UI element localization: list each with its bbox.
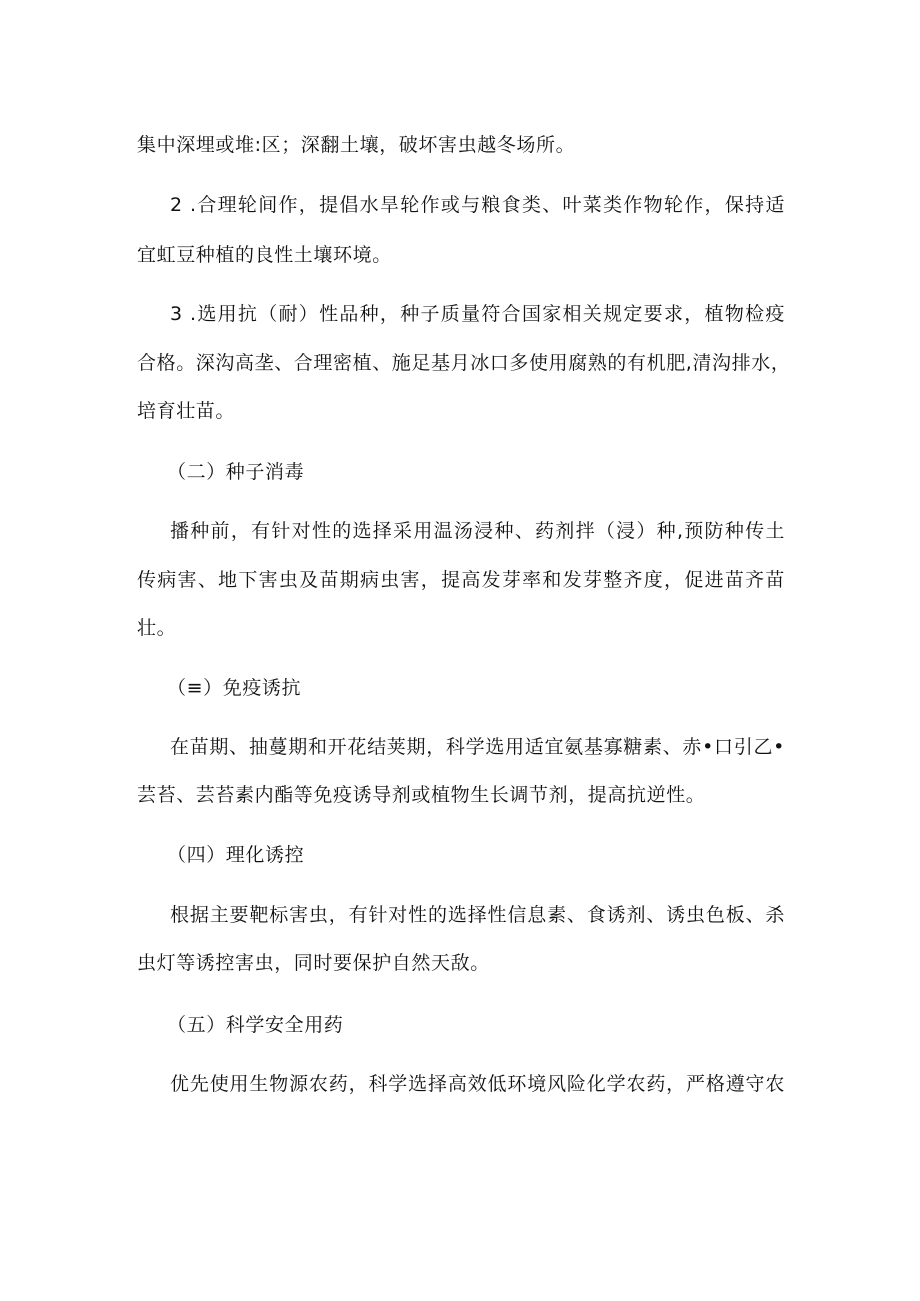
paragraph-line: 在苗期、抽蔓期和开花结荚期，科学选用适宜氨基寡糖素、赤•口引乙• bbox=[170, 736, 785, 758]
paragraph-line: 培育壮苗。 bbox=[137, 400, 236, 422]
paragraph-line: 虫灯等诱控害虫，同时要保护自然天敌。 bbox=[137, 952, 490, 974]
paragraph-line: 播种前，有针对性的选择采用温汤浸种、药剂拌（浸）种,预防种传土 bbox=[170, 520, 785, 542]
section-heading: （二）种子消毒 bbox=[167, 461, 305, 483]
paragraph-line: 优先使用生物源农药，科学选择高效低环境风险化学农药，严格遵守农 bbox=[170, 1073, 785, 1095]
section-heading: （≡）免疫诱抗 bbox=[167, 677, 302, 699]
paragraph-line: 3 .选用抗（耐）性品种，种子质量符合国家相关规定要求，植物检疫 bbox=[170, 303, 785, 325]
paragraph-line: 2 .合理轮间作，提倡水旱轮作或与粮食类、叶菜类作物轮作，保持适 bbox=[170, 194, 785, 216]
paragraph-line: 合格。深沟高垄、合理密植、施足基月冰口多使用腐熟的有机肥,清沟排水， bbox=[137, 352, 791, 374]
paragraph-line: 传病害、地下害虫及苗期病虫害，提高发芽率和发芽整齐度，促进苗齐苗 bbox=[137, 569, 785, 591]
paragraph-line: 壮。 bbox=[137, 617, 177, 639]
paragraph-line: 集中深埋或堆:区；深翻土壤，破坏害虫越冬场所。 bbox=[137, 134, 576, 156]
section-heading: （四）理化诱控 bbox=[167, 844, 305, 866]
paragraph-line: 根据主要靶标害虫，有针对性的选择性信息素、食诱剂、诱虫色板、杀 bbox=[170, 904, 785, 926]
paragraph-line: 芸苔、芸苔素内酯等免疫诱导剂或植物生长调节剂，提高抗逆性。 bbox=[137, 784, 706, 806]
paragraph-line: 宜虹豆种植的良性土壤环境。 bbox=[137, 244, 392, 266]
section-heading: （五）科学安全用药 bbox=[167, 1014, 344, 1036]
